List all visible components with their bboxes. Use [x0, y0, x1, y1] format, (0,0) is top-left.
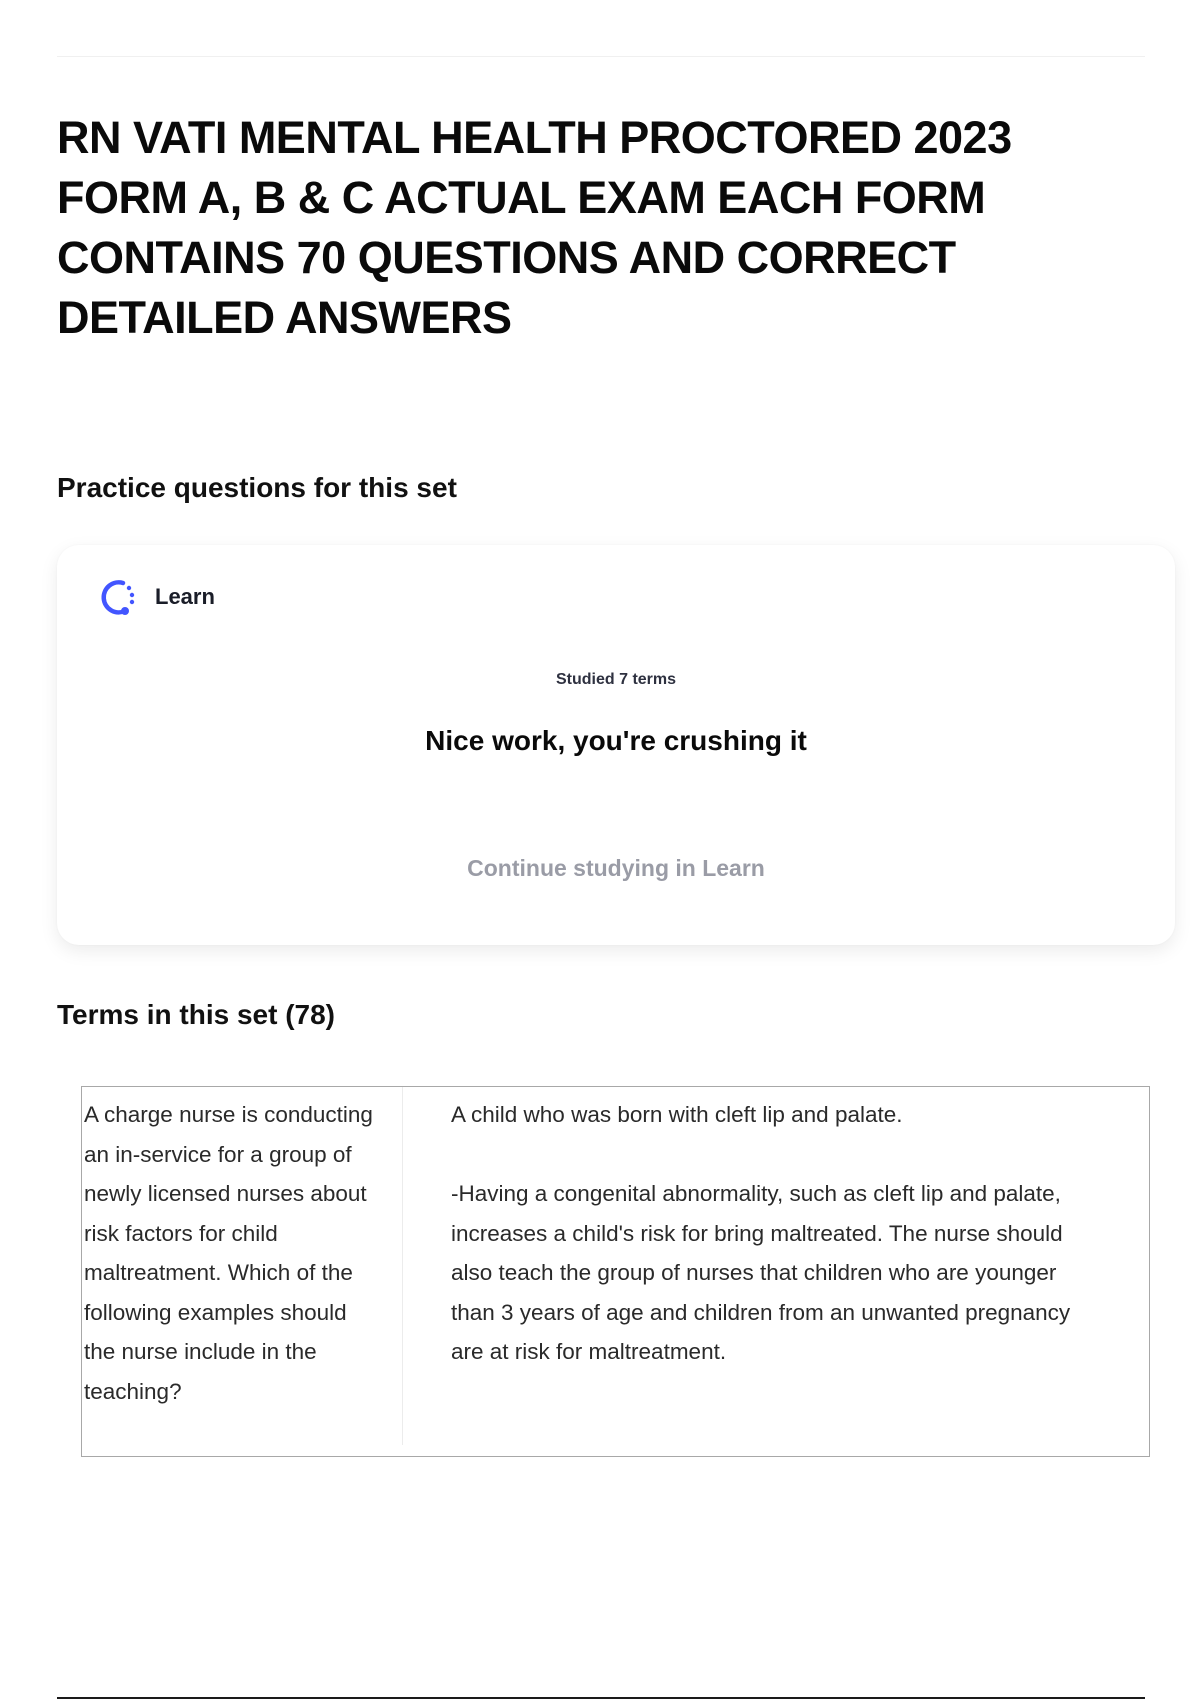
learn-label: Learn: [155, 584, 215, 609]
progress-message: Nice work, you're crushing it: [425, 725, 807, 756]
answer-line: A child who was born with cleft lip and palate.: [451, 1102, 903, 1127]
learn-card[interactable]: [57, 545, 1175, 945]
answer-line: [451, 1135, 1101, 1175]
term-answer: [451, 1095, 1101, 1372]
top-divider: [57, 56, 1145, 57]
learn-header: [95, 573, 215, 621]
terms-heading: Terms in this set (78): [57, 999, 336, 1030]
term-question: A charge nurse is conducting an in-service for a group of newly licensed nurses about risk factors for child maltreatment. Which of the following examples should the nurse include in the teaching?: [84, 1102, 373, 1404]
term-card: [81, 1086, 1150, 1457]
practice-heading: Practice questions for this set: [57, 472, 457, 503]
term-column-divider: [402, 1087, 403, 1445]
studied-count: Studied 7 terms: [555, 671, 677, 688]
learn-progress-icon: [95, 575, 139, 619]
bottom-divider: [57, 1697, 1145, 1699]
page-title: RN VATI MENTAL HEALTH PROCTORED 2023 FORM A, B & C ACTUAL EXAM EACH FORM CONTAINS 70 QUESTIONS AND CORRECT DETAILED ANSWERS: [57, 112, 1012, 343]
continue-learn-button[interactable]: Continue studying in Learn: [467, 855, 765, 881]
answer-line: -Having a congenital abnormality, such as cleft lip and palate, increases a child's risk for bring maltreated. The nurse should also teach the group of nurses that children who are younger than 3 years of age and children from an unwanted pregnancy are at risk for maltreatment.: [451, 1181, 1077, 1364]
